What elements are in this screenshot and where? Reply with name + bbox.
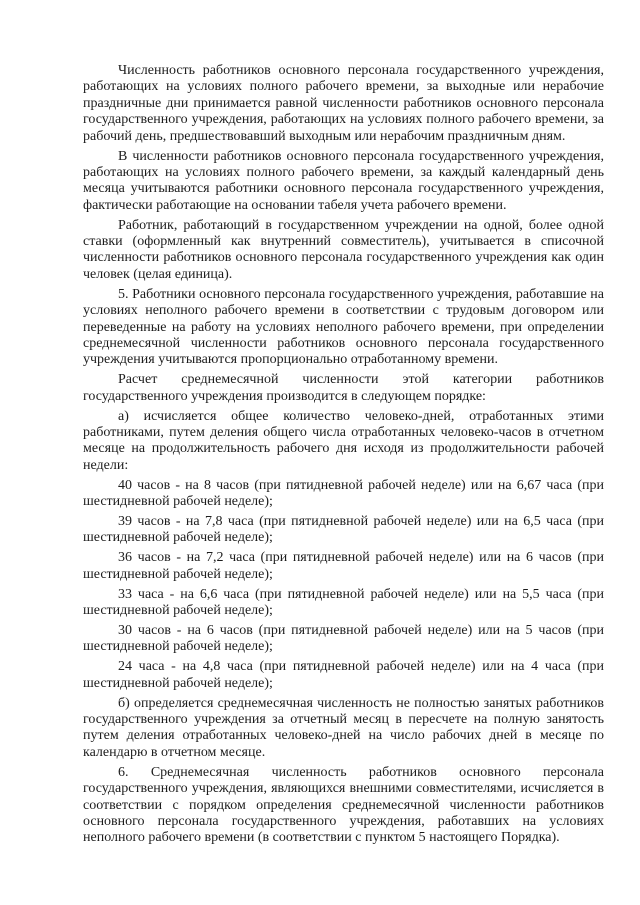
hours-item-33: 33 часа - на 6,6 часа (при пятидневной рабочей неделе) или на 5,5 часа (при шестидневной рабочей неделе);	[83, 586, 604, 619]
hours-item-40: 40 часов - на 8 часов (при пятидневной рабочей неделе) или на 6,67 часа (при шестидневной рабочей неделе);	[83, 477, 604, 510]
paragraph-section-6: 6. Среднемесячная численность работников основного персонала государственного учреждения, являющихся внешними совместителями, исчисляется в соответствии с порядком определения среднемесячной численности работников основного персонала государственного учреждения, работавших на условиях неполного рабочего времени (в соответствии с пунктом 5 настоящего Порядка).	[83, 764, 604, 846]
document-body	[83, 63, 604, 850]
paragraph-full-time-holidays: Численность работников основного персонала государственного учреждения, работающих на условиях полного рабочего времени, за выходные или нерабочие праздничные дни принимается равной численности работников основного персонала государственного учреждения, работающих на условиях полного рабочего времени, за рабочий день, предшествовавший выходным или нерабочим праздничным дням.	[83, 63, 604, 144]
paragraph-internal-combiner: Работник, работающий в государственном учреждении на одной, более одной ставки (оформленный как внутренний совместитель), учитывается в списочной численности работников основного персонала государственного учреждения как один человек (целая единица).	[83, 217, 604, 282]
paragraph-full-time-calendar-days: В численности работников основного персонала государственного учреждения, работающих на условиях полного рабочего времени, за каждый календарный день месяца учитываются работники основного персонала государственного учреждения, фактически работающие на основании табеля учета рабочего времени.	[83, 148, 604, 213]
hours-item-39: 39 часов - на 7,8 часа (при пятидневной рабочей неделе) или на 6,5 часа (при шестидневной рабочей неделе);	[83, 514, 604, 546]
paragraph-item-a: а) исчисляется общее количество человеко-дней, отработанных этими работниками, путем деления общего числа отработанных человеко-часов в отчетном месяце на продолжительность рабочего дня исходя из продолжительности рабочей недели:	[83, 408, 604, 473]
paragraph-item-b: б) определяется среднемесячная численность не полностью занятых работников государственного учреждения за отчетный месяц в пересчете на полную занятость путем деления отработанных человеко-дней на число рабочих дней в месяце по календарю в отчетном месяце.	[83, 695, 604, 760]
hours-item-24: 24 часа - на 4,8 часа (при пятидневной рабочей неделе) или на 4 часа (при шестидневной рабочей неделе);	[83, 659, 604, 691]
hours-item-36: 36 часов - на 7,2 часа (при пятидневной рабочей неделе) или на 6 часов (при шестидневной рабочей неделе);	[83, 550, 604, 582]
paragraph-calculation-order: Расчет среднемесячной численности этой категории работников государственного учреждения производится в следующем порядке:	[83, 372, 604, 404]
paragraph-section-5: 5. Работники основного персонала государственного учреждения, работавшие на условиях неполного рабочего времени в соответствии с трудовым договором или переведенные на работу на условиях неполного рабочего времени, при определении среднемесячной численности работников основного персонала государственного учреждения учитываются пропорционально отработанному времени.	[83, 286, 604, 368]
hours-item-30: 30 часов - на 6 часов (при пятидневной рабочей неделе) или на 5 часов (при шестидневной рабочей неделе);	[83, 623, 604, 655]
